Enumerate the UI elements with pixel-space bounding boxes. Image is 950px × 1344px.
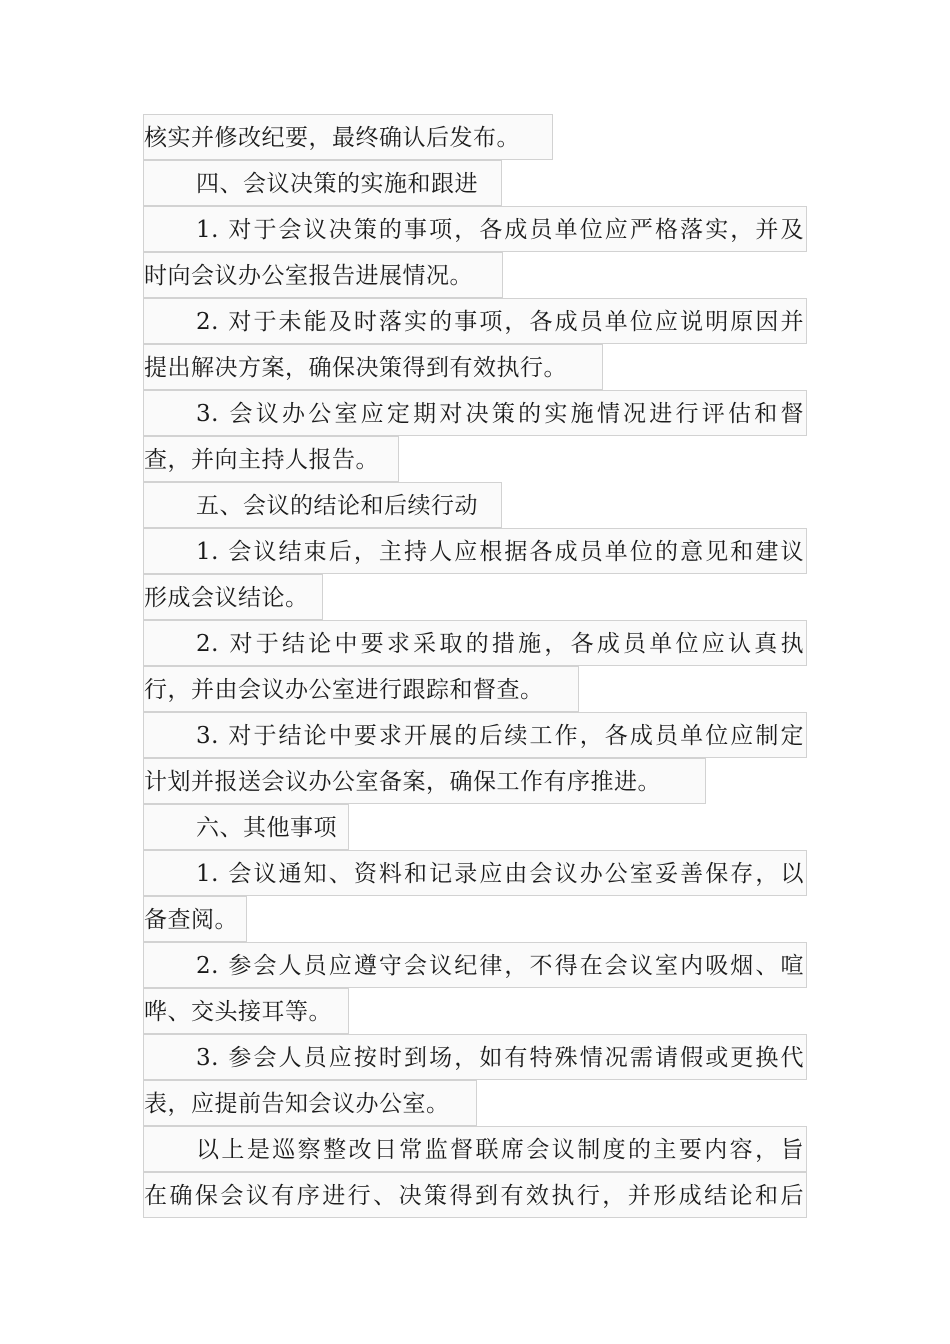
text-line: 提出解决方案，确保决策得到有效执行。 [143, 344, 603, 390]
text-line: 在确保会议有序进行、决策得到有效执行，并形成结论和后 [143, 1172, 807, 1218]
section-heading: 五、会议的结论和后续行动 [143, 482, 502, 528]
text-line: 2. 对于结论中要求采取的措施，各成员单位应认真执 [143, 620, 807, 666]
text-line: 3. 对于结论中要求开展的后续工作，各成员单位应制定 [143, 712, 807, 758]
text-line: 备查阅。 [143, 896, 247, 942]
text-line: 1. 会议通知、资料和记录应由会议办公室妥善保存，以 [143, 850, 807, 896]
text-line: 查，并向主持人报告。 [143, 436, 399, 482]
text-line: 时向会议办公室报告进展情况。 [143, 252, 503, 298]
text-line: 以上是巡察整改日常监督联席会议制度的主要内容，旨 [143, 1126, 807, 1172]
text-line: 哗、交头接耳等。 [143, 988, 349, 1034]
text-line: 计划并报送会议办公室备案，确保工作有序推进。 [143, 758, 706, 804]
text-line: 2. 对于未能及时落实的事项，各成员单位应说明原因并 [143, 298, 807, 344]
section-heading: 六、其他事项 [143, 804, 349, 850]
text-line: 1. 对于会议决策的事项，各成员单位应严格落实，并及 [143, 206, 807, 252]
text-line: 1. 会议结束后，主持人应根据各成员单位的意见和建议 [143, 528, 807, 574]
text-line: 2. 参会人员应遵守会议纪律，不得在会议室内吸烟、喧 [143, 942, 807, 988]
text-line: 表，应提前告知会议办公室。 [143, 1080, 477, 1126]
text-line: 形成会议结论。 [143, 574, 323, 620]
text-line: 核实并修改纪要，最终确认后发布。 [143, 114, 553, 160]
section-heading: 四、会议决策的实施和跟进 [143, 160, 502, 206]
text-line: 3. 会议办公室应定期对决策的实施情况进行评估和督 [143, 390, 807, 436]
text-line: 行，并由会议办公室进行跟踪和督查。 [143, 666, 579, 712]
text-line: 3. 参会人员应按时到场，如有特殊情况需请假或更换代 [143, 1034, 807, 1080]
